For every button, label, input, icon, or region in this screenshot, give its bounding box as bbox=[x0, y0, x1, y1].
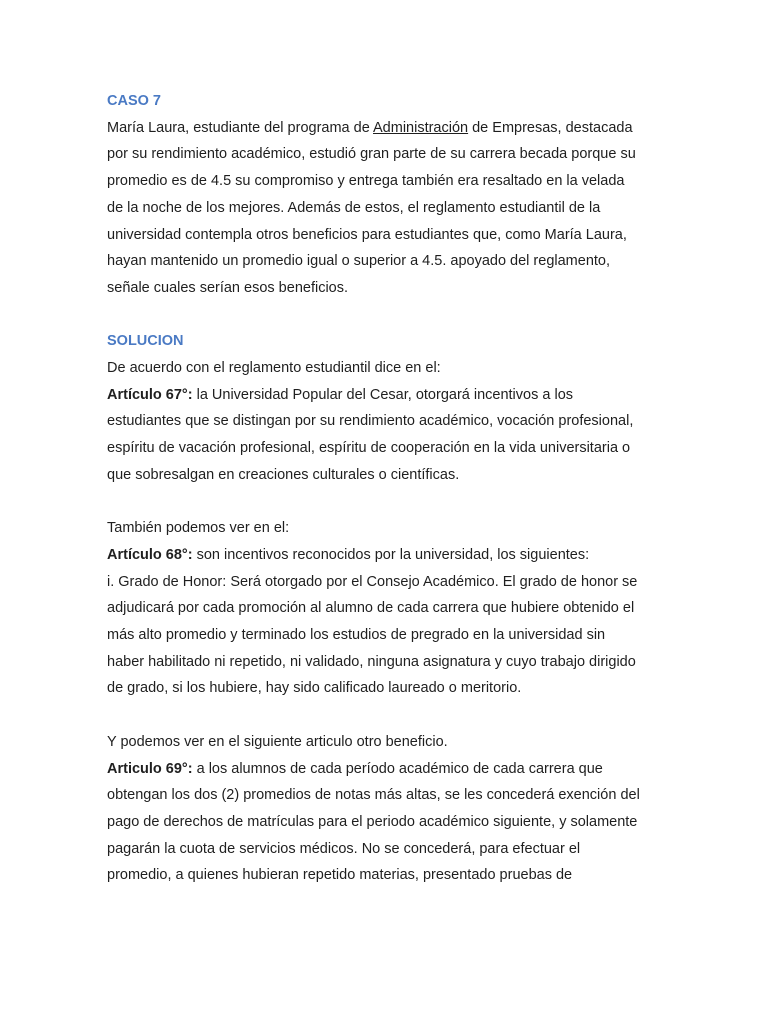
caso-line-5: universidad contempla otros beneficios para estudiantes que, como María Laura, bbox=[107, 226, 627, 243]
caso-line-1 bbox=[107, 115, 667, 142]
art69-label: Articulo 69°: bbox=[107, 760, 193, 777]
art67-label: Artículo 67°: bbox=[107, 386, 193, 403]
art68-label: Artículo 68°: bbox=[107, 546, 193, 563]
caso-line-1-start: María Laura, estudiante del programa de bbox=[107, 119, 373, 136]
ypodemos-line: Y podemos ver en el siguiente articulo otro beneficio. bbox=[107, 733, 448, 750]
caso-line-7: señale cuales serían esos beneficios. bbox=[107, 279, 349, 296]
art68-line-1 bbox=[107, 542, 667, 569]
art68-line-2: i. Grado de Honor: Será otorgado por el Consejo Académico. El grado de honor se bbox=[107, 573, 638, 590]
tambien-line: También podemos ver en el: bbox=[107, 520, 290, 537]
art69-line-4: pagarán la cuota de servicios médicos. No se concederá, para efectuar el bbox=[107, 840, 581, 857]
caso-heading: CASO 7 bbox=[107, 93, 161, 109]
solucion-heading: SOLUCION bbox=[107, 333, 184, 350]
art67-line-2: estudiantes que se distingan por su rendimiento académico, vocación profesional, bbox=[107, 413, 634, 430]
art69-paragraph bbox=[107, 729, 667, 889]
art68-line-4: más alto promedio y terminado los estudios de pregrado en la universidad sin bbox=[107, 627, 606, 644]
caso-line-4: de la noche de los mejores. Además de estos, el reglamento estudiantil de la bbox=[107, 199, 601, 216]
art68-line-6: de grado, si los hubiere, hay sido calificado laureado o meritorio. bbox=[107, 680, 522, 697]
administracion-link[interactable]: Administración bbox=[373, 119, 469, 136]
blank-line bbox=[107, 489, 667, 516]
art67-line-3: espíritu de vacación profesional, espíritu de cooperación en la vida universitaria o bbox=[107, 440, 631, 457]
solucion-paragraph bbox=[107, 355, 667, 489]
blank-line bbox=[107, 702, 667, 729]
art69-line-5: promedio, a quienes hubieran repetido materias, presentado pruebas de bbox=[107, 867, 573, 884]
art68-line-5: haber habilitado ni repetido, ni validado, ninguna asignatura y cuyo trabajo dirigido bbox=[107, 653, 636, 670]
art67-line-1 bbox=[107, 382, 667, 409]
art69-line-3: pago de derechos de matrículas para el periodo académico siguiente, y solamente bbox=[107, 813, 638, 830]
caso-line-1-end: de Empresas, destacada bbox=[468, 119, 633, 136]
solucion-intro: De acuerdo con el reglamento estudiantil dice en el: bbox=[107, 360, 441, 377]
art68-text-1: son incentivos reconocidos por la universidad, los siguientes: bbox=[192, 546, 590, 563]
caso-line-3: promedio es de 4.5 su compromiso y entrega también era resaltado en la velada bbox=[107, 173, 625, 190]
art67-line-4: que sobresalgan en creaciones culturales o científicas. bbox=[107, 466, 460, 483]
caso-line-6: hayan mantenido un promedio igual o superior a 4.5. apoyado del reglamento, bbox=[107, 253, 611, 270]
art68-paragraph bbox=[107, 515, 667, 702]
caso-line-2: por su rendimiento académico, estudió gran parte de su carrera becada porque su bbox=[107, 146, 636, 163]
blank-line bbox=[107, 302, 667, 329]
document-page bbox=[107, 88, 667, 889]
art69-text-1: a los alumnos de cada período académico de cada carrera que bbox=[192, 760, 603, 777]
art69-line-1 bbox=[107, 756, 667, 783]
caso-paragraph bbox=[107, 115, 667, 302]
art68-line-3: adjudicará por cada promoción al alumno de cada carrera que hubiere obtenido el bbox=[107, 600, 635, 617]
art67-text-1: la Universidad Popular del Cesar, otorgará incentivos a los bbox=[192, 386, 574, 403]
art69-line-2: obtengan los dos (2) promedios de notas más altas, se les concederá exención del bbox=[107, 787, 640, 804]
